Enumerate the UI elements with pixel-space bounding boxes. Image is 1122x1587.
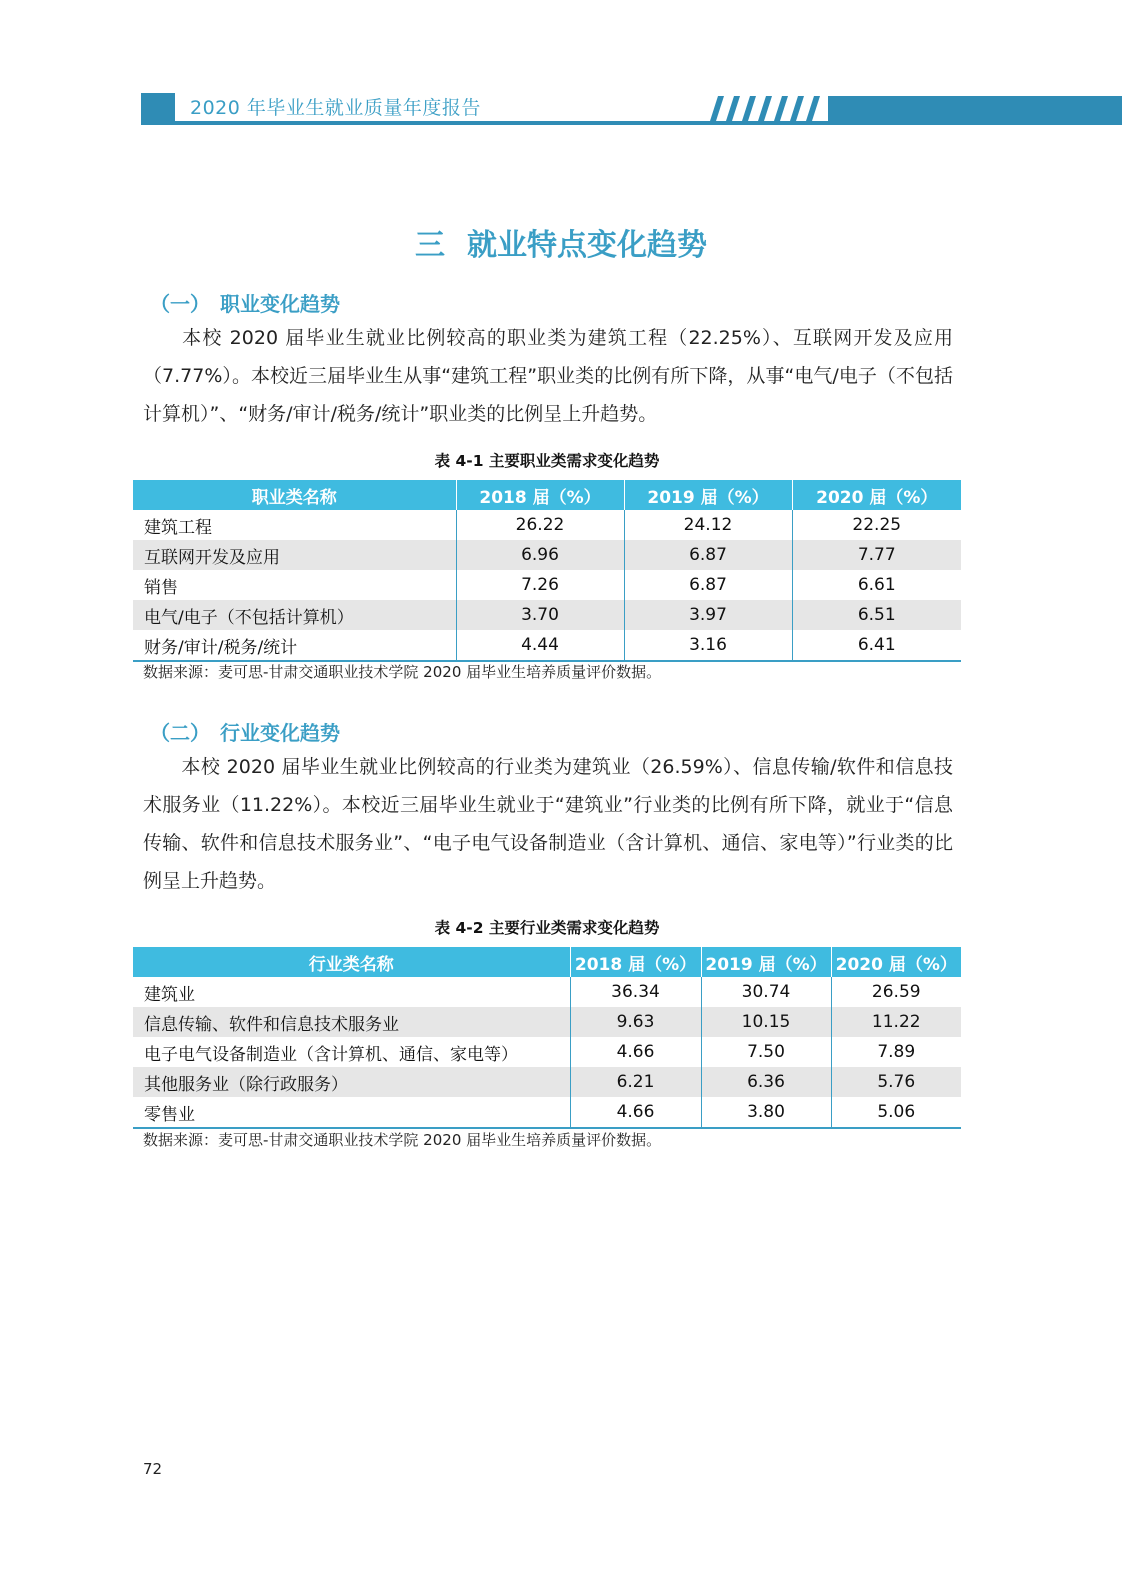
table-cell: 5.76 <box>831 1067 961 1097</box>
table-cell: 销售 <box>144 577 178 598</box>
section-heading <box>0 220 1122 264</box>
column-header: 职业类名称 <box>133 480 456 510</box>
table-cell: 6.87 <box>624 540 792 570</box>
table-cell: 9.63 <box>570 1007 701 1037</box>
column-header: 2018 届（%） <box>456 480 624 510</box>
table-cell: 7.77 <box>792 540 961 570</box>
header-rule <box>141 121 1122 125</box>
section-number: 三 <box>415 228 445 263</box>
table-row <box>133 1067 961 1097</box>
page-number: 72 <box>143 1460 163 1478</box>
table-cell: 7.89 <box>831 1037 961 1067</box>
table-cell: 22.25 <box>792 510 961 540</box>
table-cell: 10.15 <box>701 1007 831 1037</box>
table-row <box>133 630 961 661</box>
table-cell: 其他服务业（除行政服务） <box>133 1067 570 1097</box>
table-header-row <box>133 947 961 977</box>
table-cell: 电子电气设备制造业（含计算机、通信、家电等） <box>144 1044 518 1065</box>
table-cell: 建筑业 <box>144 984 195 1005</box>
table-row <box>133 1037 961 1067</box>
column-header: 2019 届（%） <box>701 947 831 977</box>
table-cell: 7.26 <box>456 570 624 600</box>
table-row <box>133 977 961 1007</box>
column-header: 2018 届（%） <box>570 947 701 977</box>
table-cell: 7.50 <box>701 1037 831 1067</box>
table-cell: 6.36 <box>701 1067 831 1097</box>
table-caption-4-1: 表 4-1 主要职业类需求变化趋势 <box>434 452 660 470</box>
table-cell: 6.61 <box>792 570 961 600</box>
column-header: 2019 届（%） <box>624 480 792 510</box>
subsection-title: 行业变化趋势 <box>220 721 340 745</box>
paragraph-text: 本校 2020 届毕业生就业比例较高的职业类为建筑工程（22.25%）、互联网开发及应用（7.77%）。本校近三届毕业生从事“建筑工程”职业类的比例有所下降，从事“电气/电子（不包括计算机）”、“财务/审计/税务/统计”职业类的比例呈上升趋势。 <box>143 327 953 425</box>
table-row <box>133 540 961 570</box>
occupation-table <box>133 480 961 662</box>
column-header: 2020 届（%） <box>831 947 961 977</box>
table-cell: 6.96 <box>456 540 624 570</box>
table-cell: 26.22 <box>456 510 624 540</box>
occupation-paragraph <box>143 319 953 433</box>
table-cell: 零售业 <box>133 1097 570 1128</box>
table-cell: 36.34 <box>570 977 701 1007</box>
table-cell: 3.80 <box>701 1097 831 1128</box>
paragraph-text: 本校 2020 届毕业生就业比例较高的行业类为建筑业（26.59%）、信息传输/软件和信息技术服务业（11.22%）。本校近三届毕业生就业于“建筑业”行业类的比例有所下降，就业于“信息传输、软件和信息技术服务业”、“电子电气设备制造业（含计算机、通信、家电等）”行业类的比例呈上升趋势。 <box>143 756 953 892</box>
table-source-note: 数据来源：麦可思-甘肃交通职业技术学院 2020 届毕业生培养质量评价数据。 <box>143 1131 662 1149</box>
table-cell: 6.51 <box>792 600 961 630</box>
table-cell: 4.66 <box>570 1097 701 1128</box>
table-row <box>133 1097 961 1128</box>
table-cell: 3.70 <box>456 600 624 630</box>
table-cell: 6.41 <box>792 630 961 661</box>
table-cell: 财务/审计/税务/统计 <box>133 630 456 661</box>
table-cell: 信息传输、软件和信息技术服务业 <box>133 1007 570 1037</box>
table-row <box>133 1007 961 1037</box>
table-row <box>133 570 961 600</box>
table-cell: 30.74 <box>701 977 831 1007</box>
section-title: 就业特点变化趋势 <box>467 228 707 263</box>
table-cell: 4.66 <box>570 1037 701 1067</box>
subsection-heading-occupation <box>150 288 340 317</box>
table-cell: 6.21 <box>570 1067 701 1097</box>
table-row <box>133 510 961 540</box>
table-header-row <box>133 480 961 510</box>
industry-table <box>133 947 961 1129</box>
table-cell: 6.87 <box>624 570 792 600</box>
table-cell: 互联网开发及应用 <box>133 540 456 570</box>
column-header: 行业类名称 <box>133 947 570 977</box>
subsection-prefix: （二） <box>150 721 210 745</box>
table-cell: 24.12 <box>624 510 792 540</box>
industry-paragraph <box>143 748 953 900</box>
column-header: 2020 届（%） <box>792 480 961 510</box>
table-caption-4-2: 表 4-2 主要行业类需求变化趋势 <box>434 919 660 937</box>
table-cell: 11.22 <box>831 1007 961 1037</box>
table-cell: 5.06 <box>831 1097 961 1128</box>
header-title: 2020 年毕业生就业质量年度报告 <box>190 97 481 119</box>
table-cell: 3.97 <box>624 600 792 630</box>
table-cell: 3.16 <box>624 630 792 661</box>
table-row <box>133 600 961 630</box>
table-source-note: 数据来源：麦可思-甘肃交通职业技术学院 2020 届毕业生培养质量评价数据。 <box>143 663 662 681</box>
table-cell: 26.59 <box>831 977 961 1007</box>
header-stripes <box>700 96 840 121</box>
subsection-prefix: （一） <box>150 292 210 316</box>
subsection-title: 职业变化趋势 <box>220 292 340 316</box>
table-cell: 电气/电子（不包括计算机） <box>133 600 456 630</box>
table-cell: 4.44 <box>456 630 624 661</box>
subsection-heading-industry <box>150 717 340 746</box>
table-cell: 建筑工程 <box>144 517 212 538</box>
